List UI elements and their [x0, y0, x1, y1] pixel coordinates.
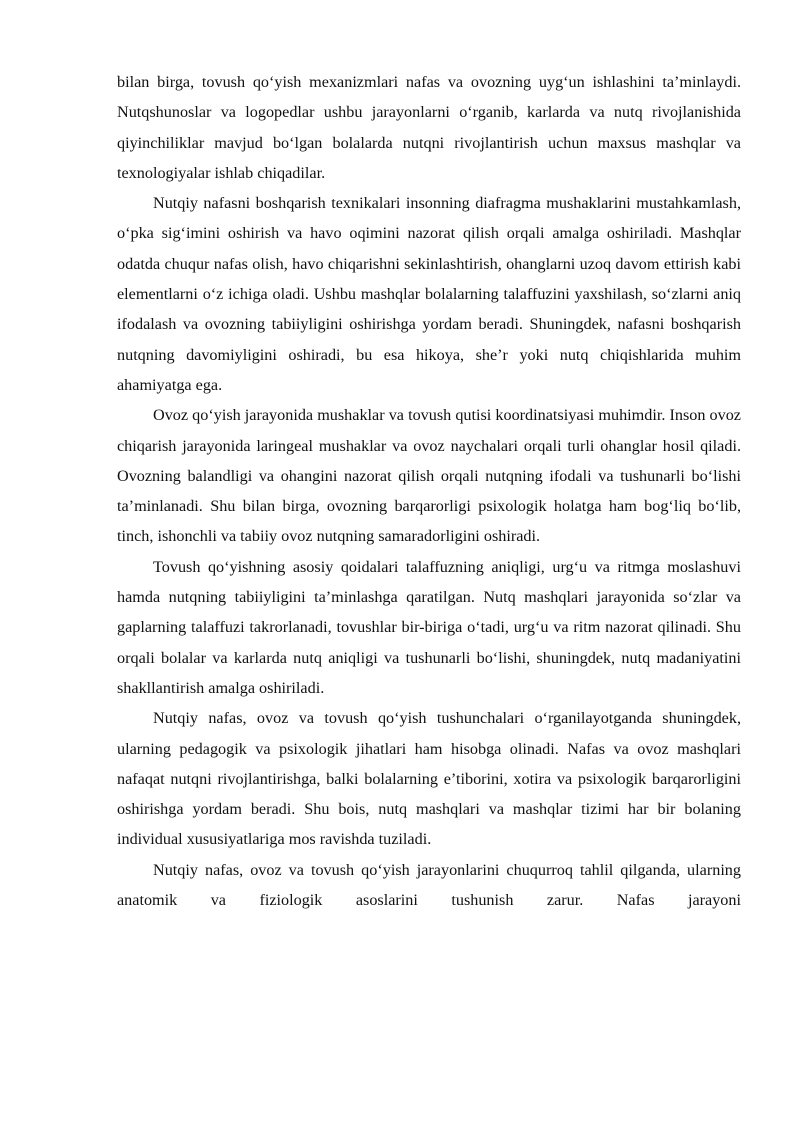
document-page	[117, 67, 741, 915]
paragraph-1: bilan birga, tovush qo‘yish mexanizmlari nafas va ovozning uyg‘un ishlashini ta’minlaydi. Nutqshunoslar va logopedlar ushbu jarayonlarni o‘rganib, karlarda va nutq rivojlanishida qiyinchiliklar mavjud bo‘lgan bolalarda nutqni rivojlantirish uchun maxsus mashqlar va texnologiyalar ishlab chiqadilar.	[117, 73, 741, 182]
paragraph-5: Nutqiy nafas, ovoz va tovush qo‘yish tushunchalari o‘rganilayotganda shuningdek, ularning pedagogik va psixologik jihatlari ham hisobga olinadi. Nafas va ovoz mashqlari nafaqat nutqni rivojlantirishga, balki bolalarning e’tiborini, xotira va psixologik barqarorligini oshirishga yordam beradi. Shu bois, nutq mashqlari va mashqlar tizimi har bir bolaning individual xususiyatlariga mos ravishda tuziladi.	[117, 709, 741, 849]
paragraph-6: Nutqiy nafas, ovoz va tovush qo‘yish jarayonlarini chuqurroq tahlil qilganda, ularning anatomik va fiziologik asoslarini tushunish zarur. Nafas jarayoni	[117, 860, 741, 910]
paragraph-4: Tovush qo‘yishning asosiy qoidalari talaffuzning aniqligi, urg‘u va ritmga moslashuvi hamda nutqning tabiiyligini ta’minlashga qaratilgan. Nutq mashqlari jarayonida so‘zlar va gaplarning talaffuzi takrorlanadi, tovushlar bir-biriga o‘tadi, urg‘u va ritm nazorat qilinadi. Shu orqali bolalar va karlarda nutq aniqligi va tushunarli bo‘lishi, shuningdek, nutq madaniyatini shakllantirish amalga oshiriladi.	[117, 557, 741, 697]
paragraph-3: Ovoz qo‘yish jarayonida mushaklar va tovush qutisi koordinatsiyasi muhimdir. Inson ovoz chiqarish jarayonida laringeal mushaklar va ovoz naychalari orqali turli ohanglar hosil qiladi. Ovozning balandligi va ohangini nazorat qilish orqali nutqning ifodali va tushunarli bo‘lishi ta’minlanadi. Shu bilan birga, ovozning barqarorligi psixologik holatga ham bog‘liq bo‘lib, tinch, ishonchli va tabiiy ovoz nutqning samaradorligini oshiradi.	[117, 406, 741, 546]
paragraph-2: Nutqiy nafasni boshqarish texnikalari insonning diafragma mushaklarini mustahkamlash, o‘pka sig‘imini oshirish va havo oqimini nazorat qilish orqali amalga oshiriladi. Mashqlar odatda chuqur nafas olish, havo chiqarishni sekinlashtirish, ohanglarni uzoq davom ettirish kabi elementlarni o‘z ichiga oladi. Ushbu mashqlar bolalarning talaffuzini yaxshilash, so‘zlarni aniq ifodalash va ovozning tabiiyligini oshirishga yordam beradi. Shuningdek, nafasni boshqarish nutqning davomiyligini oshiradi, bu esa hikoya, she’r yoki nutq chiqishlarida muhim ahamiyatga ega.	[117, 194, 741, 394]
